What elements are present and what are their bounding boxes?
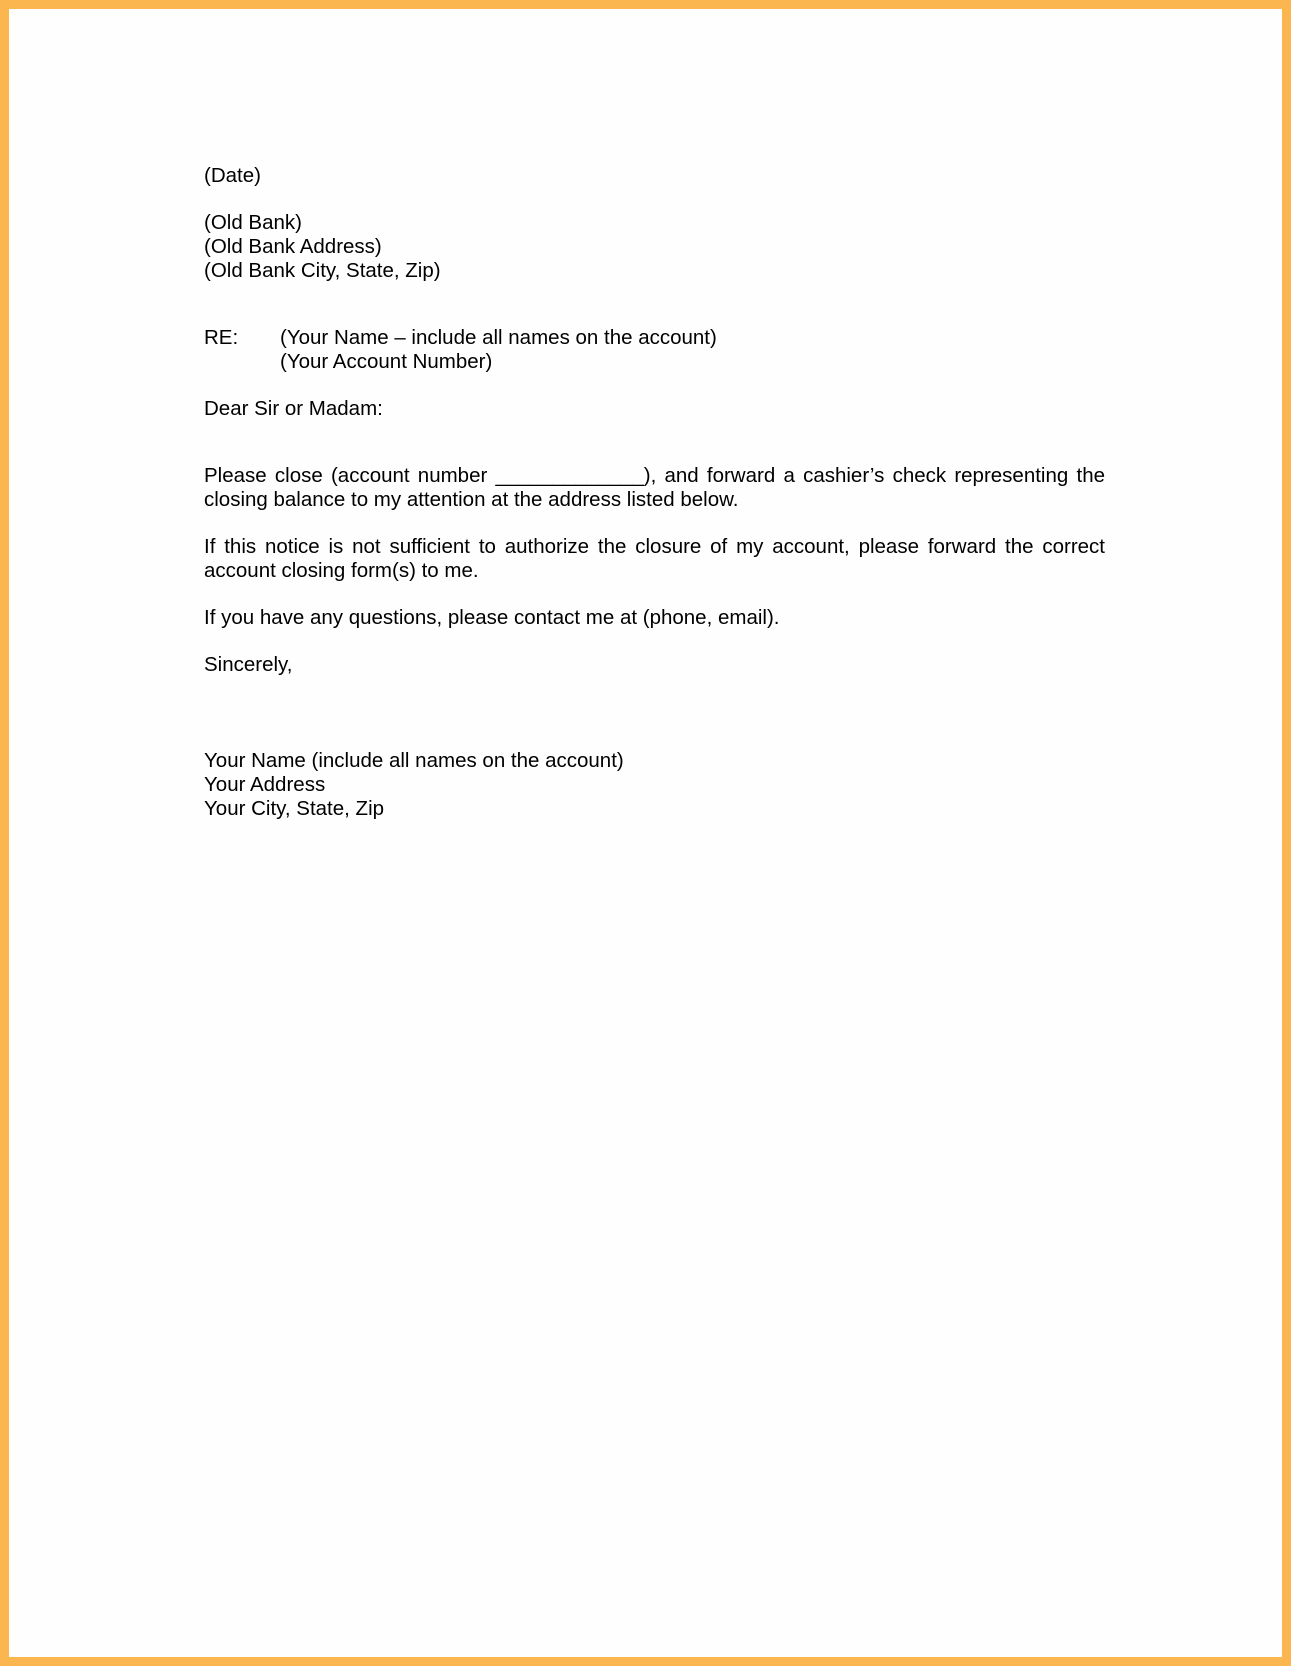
sender-city-state-zip: Your City, State, Zip: [204, 797, 385, 820]
spacer: [204, 583, 1105, 606]
letter-date: (Date): [204, 164, 261, 187]
sender-address: Your Address: [204, 773, 326, 796]
spacer: [204, 188, 1105, 211]
re-line-name: (Your Name – include all names on the account): [280, 326, 717, 349]
closing: Sincerely,: [204, 653, 293, 676]
recipient-block: [204, 211, 1105, 283]
paragraph-closure-form: If this notice is not sufficient to authorize the closure of my account, please forward the correct account closing form(s) to me.: [204, 535, 1105, 582]
paragraph-close-request: Please close (account number _____________), and forward a cashier’s check representing the closing balance to my attention at the address listed below.: [204, 464, 1105, 511]
spacer: [204, 630, 1105, 653]
re-line-account-number: (Your Account Number): [280, 350, 493, 373]
recipient-name: (Old Bank): [204, 211, 302, 234]
spacer: [204, 512, 1105, 535]
sender-name: Your Name (include all names on the account): [204, 749, 624, 772]
sender-block: [204, 749, 1105, 821]
paragraph-contact: If you have any questions, please contact me at (phone, email).: [204, 606, 780, 629]
spacer: [204, 421, 1105, 464]
spacer: [204, 374, 1105, 397]
spacer: [204, 283, 1105, 326]
signature-space: [204, 677, 1105, 749]
recipient-address: (Old Bank Address): [204, 235, 382, 258]
re-block: [204, 326, 1105, 374]
re-label: RE:: [204, 326, 239, 349]
re-lines: [280, 326, 717, 374]
recipient-city-state-zip: (Old Bank City, State, Zip): [204, 259, 441, 282]
letter-body: [204, 164, 1105, 821]
salutation: Dear Sir or Madam:: [204, 397, 383, 420]
